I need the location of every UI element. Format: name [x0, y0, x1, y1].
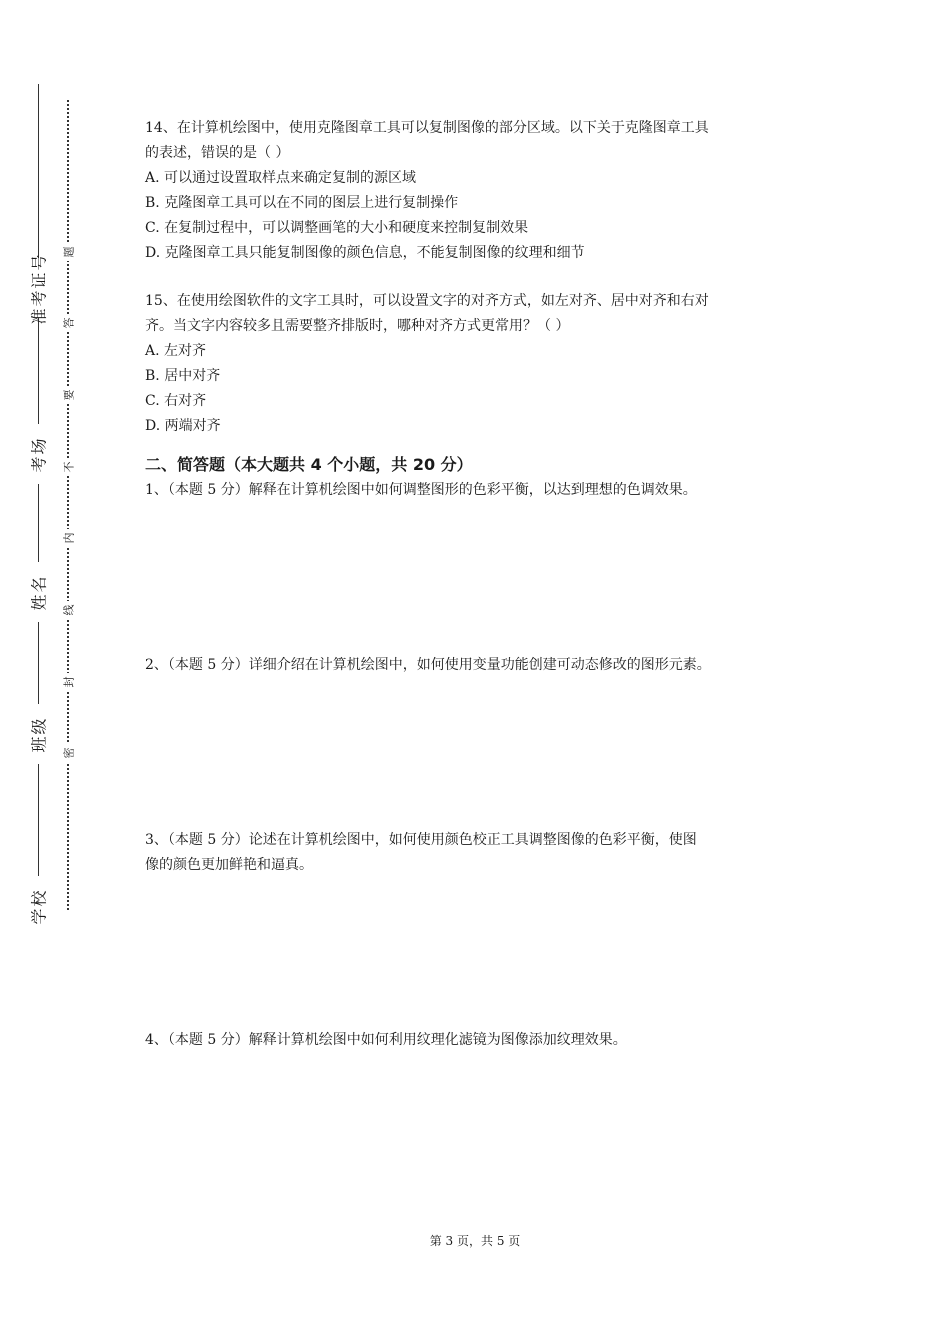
label-school: 学校	[22, 876, 54, 936]
seal-char: 内	[58, 529, 78, 547]
seal-char: 题	[58, 243, 78, 261]
seal-char: 线	[58, 601, 78, 619]
question-stem: 齐。当文字内容较多且需要整齐排版时，哪种对齐方式更常用？（ ）	[145, 318, 570, 334]
question-stem: 15、在使用绘图软件的文字工具时，可以设置文字的对齐方式，如左对齐、居中对齐和右对	[145, 293, 709, 309]
label-class: 班级	[22, 704, 54, 764]
short-answer-4: 4、（本题 5 分）解释计算机绘图中如何利用纹理化滤镜为图像添加纹理效果。	[145, 1032, 627, 1048]
section-heading: 二、简答题（本大题共 4 个小题，共 20 分）	[145, 455, 473, 474]
seal-char: 答	[58, 314, 78, 332]
seal-char: 密	[58, 744, 78, 762]
page-footer: 第 3 页，共 5 页	[429, 1234, 521, 1248]
label-exam-number: 准考证号	[22, 258, 54, 318]
label-exam-room: 考场	[22, 424, 54, 484]
option-d: D. 两端对齐	[145, 418, 221, 434]
seal-char: 要	[58, 386, 78, 404]
short-answer-1: 1、（本题 5 分）解释在计算机绘图中如何调整图形的色彩平衡，以达到理想的色调效果。	[145, 482, 697, 498]
question-stem: 14、在计算机绘图中，使用克隆图章工具可以复制图像的部分区域。以下关于克隆图章工具	[145, 120, 709, 136]
option-d: D. 克隆图章工具只能复制图像的颜色信息，不能复制图像的纹理和细节	[145, 245, 585, 261]
option-a: A. 左对齐	[145, 343, 207, 359]
short-answer-3: 3、（本题 5 分）论述在计算机绘图中，如何使用颜色校正工具调整图像的色彩平衡，使图	[145, 832, 697, 848]
option-a: A. 可以通过设置取样点来确定复制的源区域	[145, 170, 417, 186]
question-14	[145, 116, 825, 266]
option-b: B. 克隆图章工具可以在不同的图层上进行复制操作	[145, 195, 459, 211]
binding-margin	[0, 0, 90, 1344]
short-answer-3-cont: 像的颜色更加鲜艳和逼真。	[145, 857, 313, 873]
exam-content	[145, 116, 825, 1053]
short-answer-2: 2、（本题 5 分）详细介绍在计算机绘图中，如何使用变量功能创建可动态修改的图形元素。	[145, 657, 711, 673]
seal-char: 封	[58, 673, 78, 691]
option-c: C. 在复制过程中，可以调整画笔的大小和硬度来控制复制效果	[145, 220, 529, 236]
fill-line	[38, 84, 39, 912]
seal-line	[67, 100, 69, 910]
option-b: B. 居中对齐	[145, 368, 221, 384]
option-c: C. 右对齐	[145, 393, 207, 409]
question-stem: 的表述，错误的是（ ）	[145, 145, 290, 161]
label-name: 姓名	[22, 562, 54, 622]
question-15	[145, 289, 825, 439]
seal-char: 不	[58, 458, 78, 476]
